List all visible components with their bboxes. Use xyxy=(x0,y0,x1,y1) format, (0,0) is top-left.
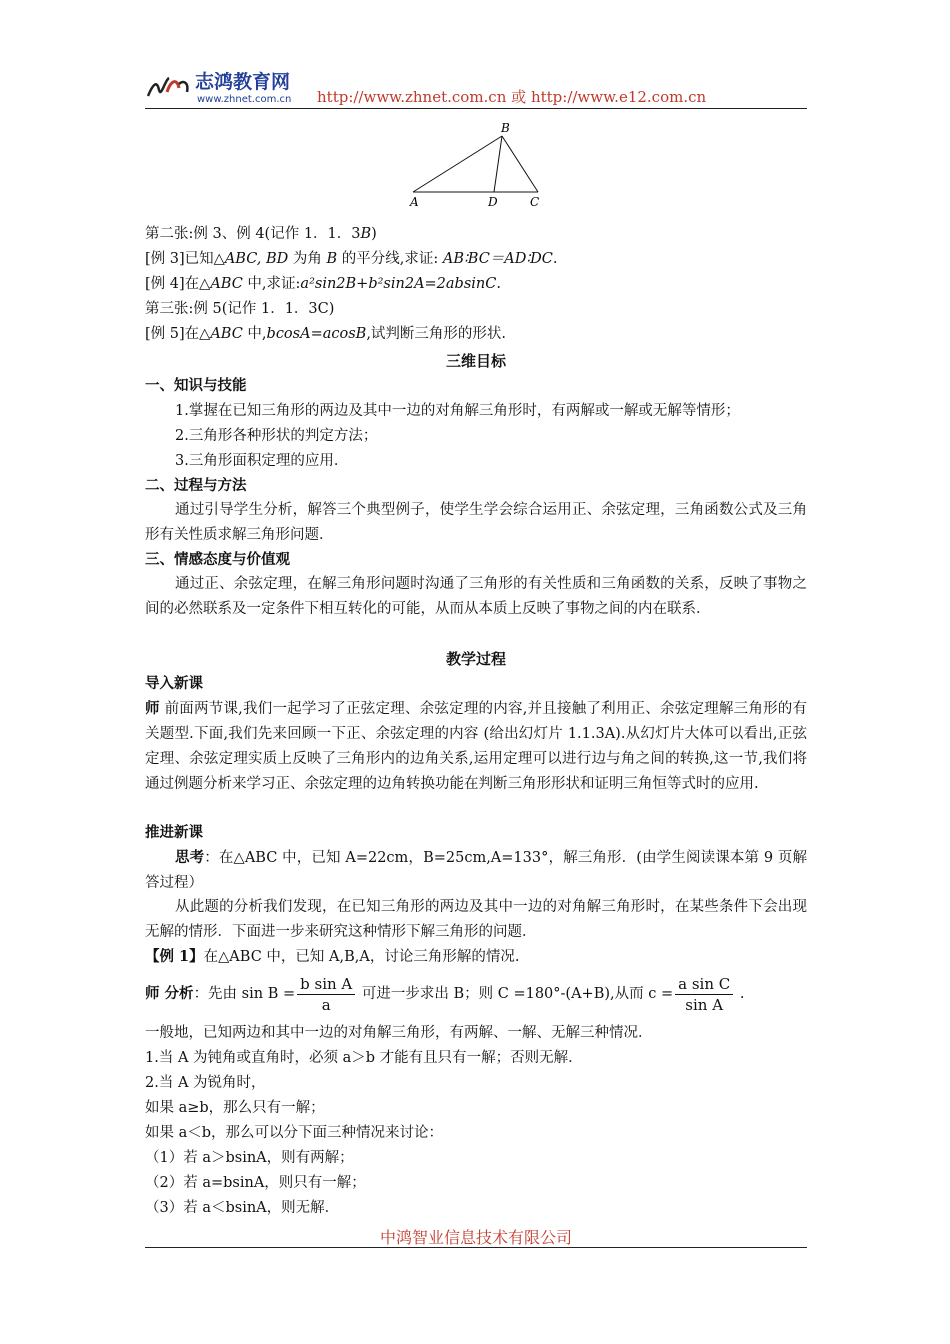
intro-paragraph: 师 前面两节课,我们一起学习了正弦定理、余弦定理的内容,并且接触了利用正、余弦定理解三角形的有关题型.下面,我们先来回顾一下正、余弦定理的内容 (给出幻灯片 1.1.3A).从幻灯片大体可以看出,正弦定理、余弦定理实质上反映了三角形内的边角关系,运用定理可以进行边与角之间的转换,这一节,我们将通过例题分析来学习正、余弦定理的边角转换功能在判断三角形形状和证明三角恒等式时的应用. xyxy=(145,700,808,792)
logo-url: www.zhnet.com.cn xyxy=(197,94,292,105)
case2b-line: 如果 a＜b，那么可以分下面三种情况来讨论： xyxy=(145,1125,444,1141)
process-title: 教学过程 xyxy=(445,650,506,668)
example1-line: 【例 1】在△ABC 中，已知 A,B,A，讨论三角形解的情况. xyxy=(145,948,520,965)
point-d-label: D xyxy=(488,195,498,209)
slide3-line: 第三张:例 5(记作 1．1．3C) xyxy=(145,301,335,317)
advance-heading: 推进新课 xyxy=(145,825,203,841)
sub-case1-line: （1）若 a＞bsinA，则有两解； xyxy=(145,1150,354,1166)
sub-case3-line: （3）若 a＜bsinA，则无解． xyxy=(145,1200,340,1216)
example1-analysis: 师 分析：先由 sin B = $\frac{\text{b sin A}}{a}$ 可进一步求出 B；则 C =180°-(A+B),从而 c = $\frac{\text{a sin C}}{\text{sin A}}$ . xyxy=(145,974,745,1014)
vertex-b-label: B xyxy=(501,121,510,135)
logo-title: 志鸿教育网 xyxy=(195,71,291,93)
header-divider xyxy=(145,108,807,109)
example4-line: [例 4]在△ABC 中,求证:a²sin2B+b²sin2A=2absinC. xyxy=(145,276,501,292)
section1-heading: 一、知识与技能 xyxy=(145,378,247,394)
header-url-zhnet[interactable]: http://www.zhnet.com.cn xyxy=(317,88,507,106)
case2a-line: 如果 a≥b，那么只有一解； xyxy=(145,1100,325,1116)
vertex-a-label: A xyxy=(410,195,419,209)
section2-paragraph: 通过引导学生分析，解答三个典型例子，使学生学会综合运用正、余弦定理，三角函数公式及三角形有关性质求解三角形问题． xyxy=(145,502,807,543)
teacher-label: 师 xyxy=(145,700,160,717)
section3-paragraph: 通过正、余弦定理，在解三角形问题时沟通了三角形的有关性质和三角函数的关系，反映了事物之间的必然联系及一定条件下相互转化的可能，从而从本质上反映了事物之间的内在联系． xyxy=(145,576,807,617)
triangle-figure xyxy=(405,120,555,212)
example5-line: [例 5]在△ABC 中,bcosA=acosB,试判断三角形的形状. xyxy=(145,326,507,342)
footer-company: 中鸿智业信息技术有限公司 xyxy=(379,1228,572,1247)
case1-line: 1.当 A 为钝角或直角时，必须 a＞b 才能有且只有一解；否则无解． xyxy=(145,1050,583,1066)
section2-heading: 二、过程与方法 xyxy=(145,478,247,494)
section3-heading: 三、情感态度与价值观 xyxy=(145,552,290,568)
header-or: 或 xyxy=(511,88,527,106)
goals-title: 三维目标 xyxy=(445,352,506,370)
analysis-paragraph: 从此题的分析我们发现，在已知三角形的两边及其中一边的对角解三角形时，在某些条件下会出现无解的情形．下面进一步来研究这种情形下解三角形的问题． xyxy=(145,899,807,940)
sin-b-fraction: $\frac{\text{b sin A}}{a}$ xyxy=(297,974,355,1015)
page-header xyxy=(145,66,810,108)
slide2-line: 第二张:例 3、例 4(记作 1．1．3B) xyxy=(145,226,377,242)
goal-item-1: 1.掌握在已知三角形的两边及其中一边的对角解三角形时，有两解或一解或无解等情形； xyxy=(175,403,740,419)
zhnet-logo xyxy=(145,66,320,108)
general-line: 一般地，已知两边和其中一边的对角解三角形，有两解、一解、无解三种情况． xyxy=(145,1025,653,1041)
footer-divider xyxy=(145,1247,807,1248)
intro-heading: 导入新课 xyxy=(145,676,203,692)
c-fraction: $\frac{\text{a sin C}}{\text{sin A}}$ xyxy=(675,974,733,1015)
goal-item-3: 3.三角形面积定理的应用． xyxy=(175,453,349,469)
vertex-c-label: C xyxy=(530,195,540,209)
case2-line: 2.当 A 为锐角时， xyxy=(145,1075,266,1091)
sub-case2-line: （2）若 a=bsinA，则只有一解； xyxy=(145,1175,366,1191)
think-paragraph: 思考：在△ABC 中，已知 A=22cm，B=25cm,A=133°，解三角形．(由学生阅读课本第 9 页解答过程） xyxy=(145,849,808,891)
goal-item-2: 2.三角形各种形状的判定方法； xyxy=(175,428,378,444)
header-url-e12[interactable]: http://www.e12.com.cn xyxy=(530,88,707,106)
example3-line: [例 3]已知△ABC, BD 为角 B 的平分线,求证: AB∶BC＝AD∶DC. xyxy=(145,251,558,267)
header-urls xyxy=(317,86,706,107)
